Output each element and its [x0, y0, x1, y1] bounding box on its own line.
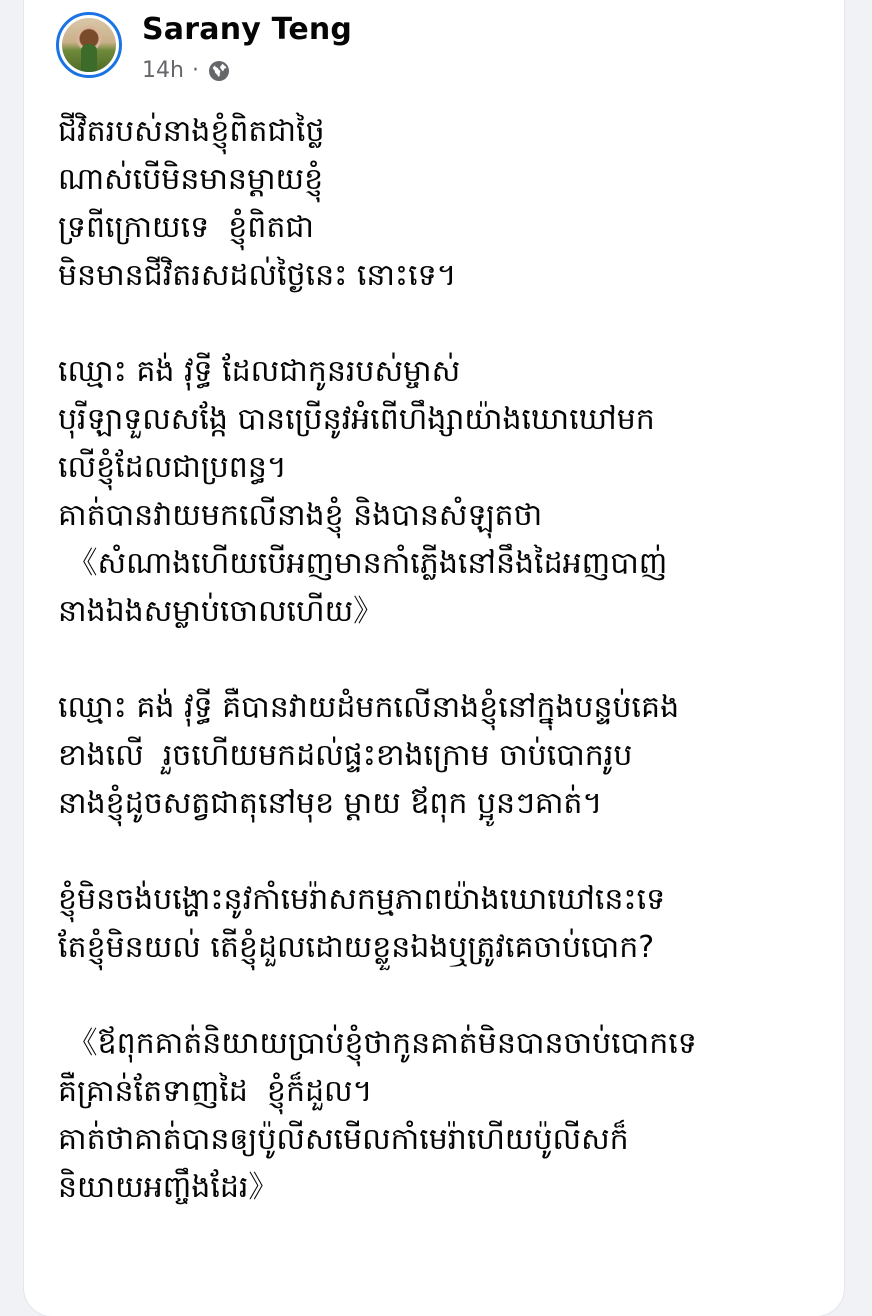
globe-icon — [207, 59, 231, 83]
post-text-line: គឺគ្រាន់តែទាញដៃ ខ្ញុំក៏ដួល។ — [58, 1074, 373, 1109]
post-text-line: គាត់បានវាយមកលើនាងខ្ញុំ និងបានសំឡុតថា — [58, 498, 543, 533]
post-text-line: 《សំណាងហើយបើអញមានកាំភ្លើងនៅនឹងដៃអញបាញ់ — [58, 546, 668, 581]
post-text-line: ឈ្មោះ គង់ វុទ្ធី គឺបានវាយដំមកលើនាងខ្ញុំនៅក្នុងបន្ទប់គេង — [58, 690, 680, 725]
profile-figure — [81, 44, 97, 72]
post-subline — [142, 58, 352, 84]
post-body — [58, 108, 838, 1212]
avatar[interactable] — [56, 12, 122, 78]
post-text-line: ខាងលើ រួចហើយមកដល់ផ្ទះខាងក្រោម ចាប់បោករូប — [58, 738, 633, 773]
separator-dot: · — [191, 58, 199, 83]
post-timestamp[interactable]: 14h — [142, 58, 184, 83]
post-text-line: ជីវិតរបស់នាងខ្ញុំពិតជាថ្លៃ — [58, 114, 325, 149]
post-text-line: និយាយអញ្ចឹងដែរ》 — [58, 1170, 279, 1205]
post-text-line: ខ្ញុំមិនចង់បង្ហោះនូវកាំមេរ៉ាសកម្មភាពយ៉ាងឃោឃៅនេះទេ — [58, 882, 666, 917]
post-text-line: គាត់ថាគាត់បានឲ្យប៉ូលីសមើលកាំមេរ៉ាហើយប៉ូលីសក៏ — [58, 1122, 629, 1157]
paragraph-gap — [58, 300, 838, 348]
post-text-line: តែខ្ញុំមិនយល់ តើខ្ញុំដួលដោយខ្លួនឯងឬត្រូវគេចាប់បោក? — [58, 930, 655, 965]
paragraph-gap — [58, 636, 838, 684]
post-text-line: នាងឯងសម្លាប់ចោលហើយ》 — [58, 594, 384, 629]
post-text-line: បុរីឡាទួលសង្កែ បានប្រើនូវអំពើហឹង្សាយ៉ាងឃោឃៅមក — [58, 402, 655, 437]
post-header — [56, 12, 352, 92]
post-text-line: លើខ្ញុំដែលជាប្រពន្ធ។ — [58, 450, 287, 485]
post-text-line: ទ្រពីក្រោយទេ ខ្ញុំពិតជា — [58, 210, 314, 245]
post-text-line: ឈ្មោះ គង់ វុទ្ធី ដែលជាកូនរបស់ម្ចាស់ — [58, 354, 461, 389]
post-text-line: ណាស់បើមិនមានម្ដាយខ្ញុំ — [58, 162, 324, 197]
profile-photo — [62, 18, 116, 72]
post-text-line: នាងខ្ញុំដូចសត្វជាតុនៅមុខ ម្ដាយ ឪពុក ប្អូនៗគាត់។ — [58, 786, 603, 821]
paragraph-gap — [58, 828, 838, 876]
paragraph-gap — [58, 972, 838, 1020]
post-meta — [142, 12, 352, 84]
author-name[interactable]: Sarany Teng — [142, 12, 353, 47]
post-text-line: 《ឪពុកគាត់និយាយប្រាប់ខ្ញុំថាកូនគាត់មិនបានចាប់បោកទេ — [58, 1026, 697, 1061]
post-text-line: មិនមានជីវិតរសដល់ថ្ងៃនេះ នោះទេ។ — [58, 258, 457, 293]
